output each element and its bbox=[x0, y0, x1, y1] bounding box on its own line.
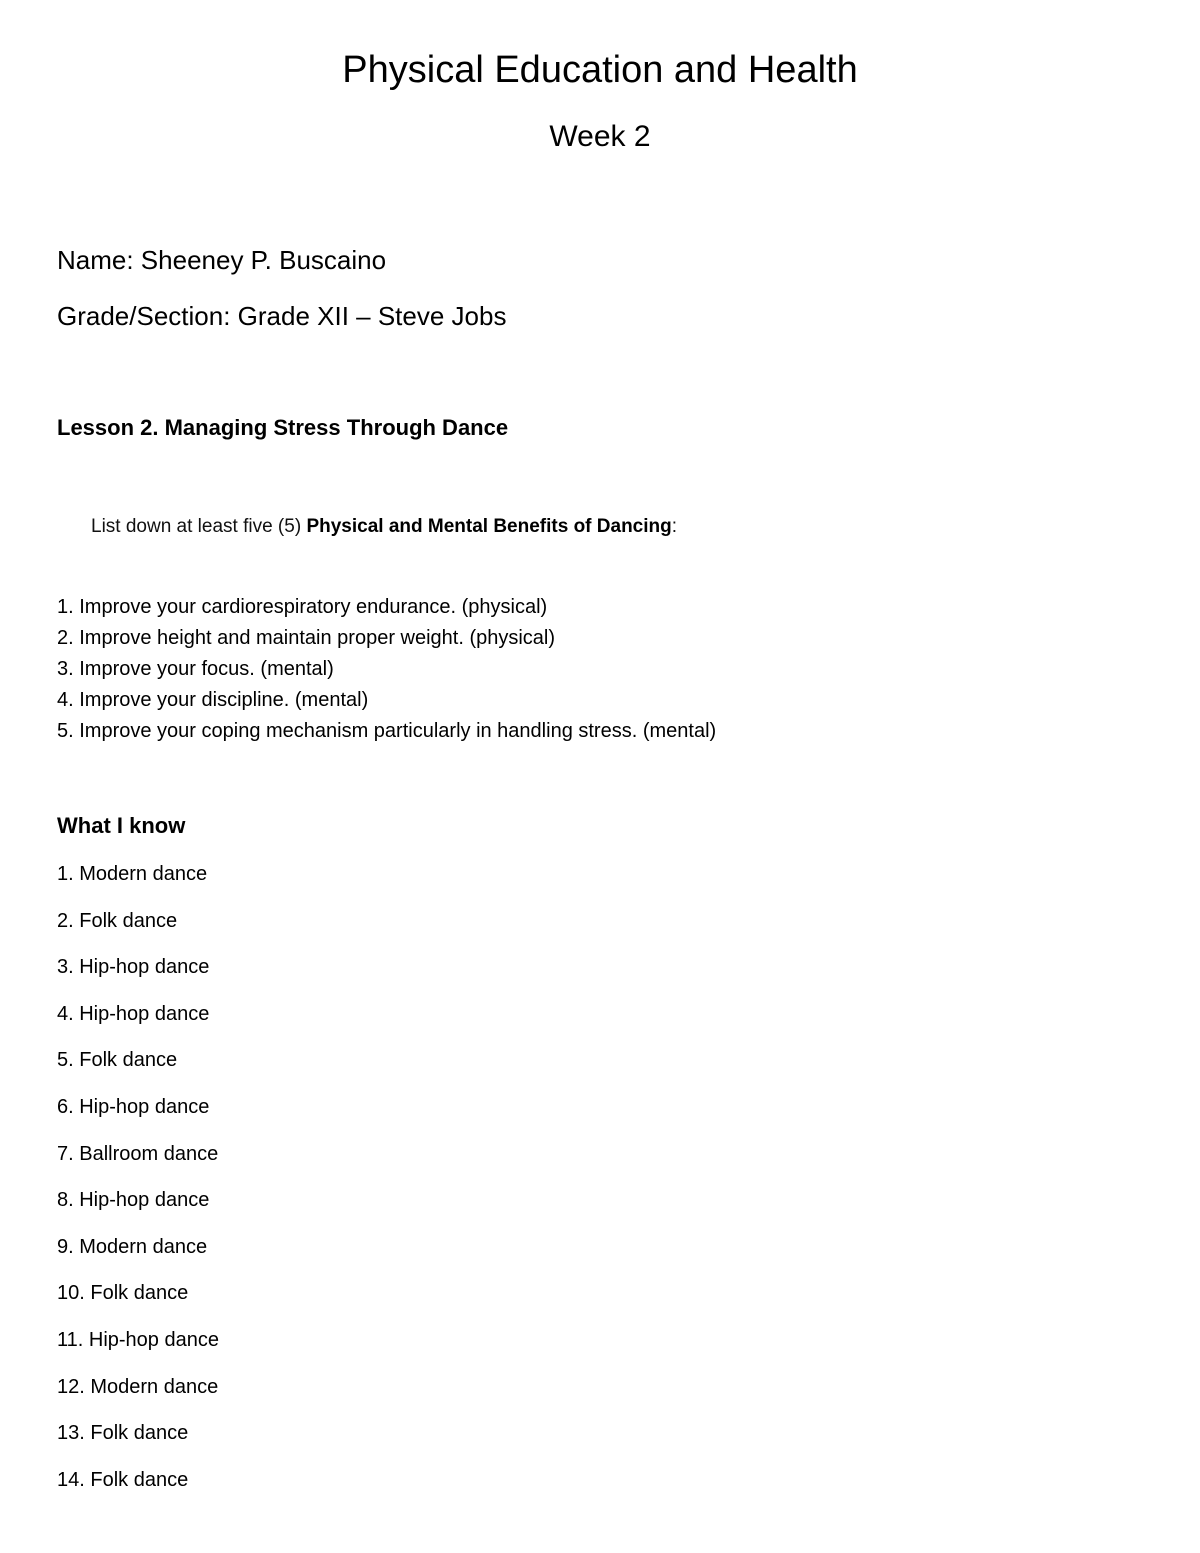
benefit-item: 1. Improve your cardiorespiratory endurance. (physical) bbox=[57, 596, 548, 618]
answer-item: 9. Modern dance bbox=[57, 1235, 208, 1258]
answer-item: 14. Folk dance bbox=[57, 1468, 189, 1491]
page-title: Physical Education and Health bbox=[342, 49, 858, 91]
answer-item: 4. Hip-hop dance bbox=[57, 1002, 210, 1025]
week-label: Week 2 bbox=[549, 120, 651, 153]
grade-section-line: Grade/Section: Grade XII – Steve Jobs bbox=[57, 301, 507, 331]
answer-item: 13. Folk dance bbox=[57, 1422, 189, 1445]
benefits-list bbox=[57, 592, 716, 747]
answer-item: 7. Ballroom dance bbox=[57, 1142, 219, 1165]
instruction-prefix: List down at least five (5) bbox=[91, 516, 307, 537]
benefit-item: 2. Improve height and maintain proper weight. (physical) bbox=[57, 627, 556, 649]
benefit-item: 3. Improve your focus. (mental) bbox=[57, 658, 334, 680]
answer-item: 1. Modern dance bbox=[57, 863, 208, 885]
lesson-title: Lesson 2. Managing Stress Through Dance bbox=[57, 415, 509, 440]
instruction-text bbox=[91, 514, 677, 540]
answer-item: 5. Folk dance bbox=[57, 1049, 178, 1072]
answer-item: 3. Hip-hop dance bbox=[57, 956, 210, 979]
what-i-know-list bbox=[57, 861, 219, 1513]
instruction-suffix: : bbox=[671, 516, 678, 537]
instruction-emphasis: Physical and Mental Benefits of Dancing bbox=[306, 516, 672, 537]
what-i-know-heading: What I know bbox=[57, 813, 186, 838]
answer-item: 8. Hip-hop dance bbox=[57, 1189, 210, 1212]
answer-item: 11. Hip-hop dance bbox=[57, 1328, 219, 1351]
student-name-line: Name: Sheeney P. Buscaino bbox=[57, 245, 387, 275]
answer-item: 2. Folk dance bbox=[57, 909, 178, 932]
answer-item: 12. Modern dance bbox=[57, 1375, 219, 1398]
answer-item: 10. Folk dance bbox=[57, 1282, 189, 1305]
benefit-item: 4. Improve your discipline. (mental) bbox=[57, 689, 369, 711]
answer-item: 6. Hip-hop dance bbox=[57, 1095, 210, 1118]
benefit-item: 5. Improve your coping mechanism particularly in handling stress. (mental) bbox=[57, 720, 717, 742]
